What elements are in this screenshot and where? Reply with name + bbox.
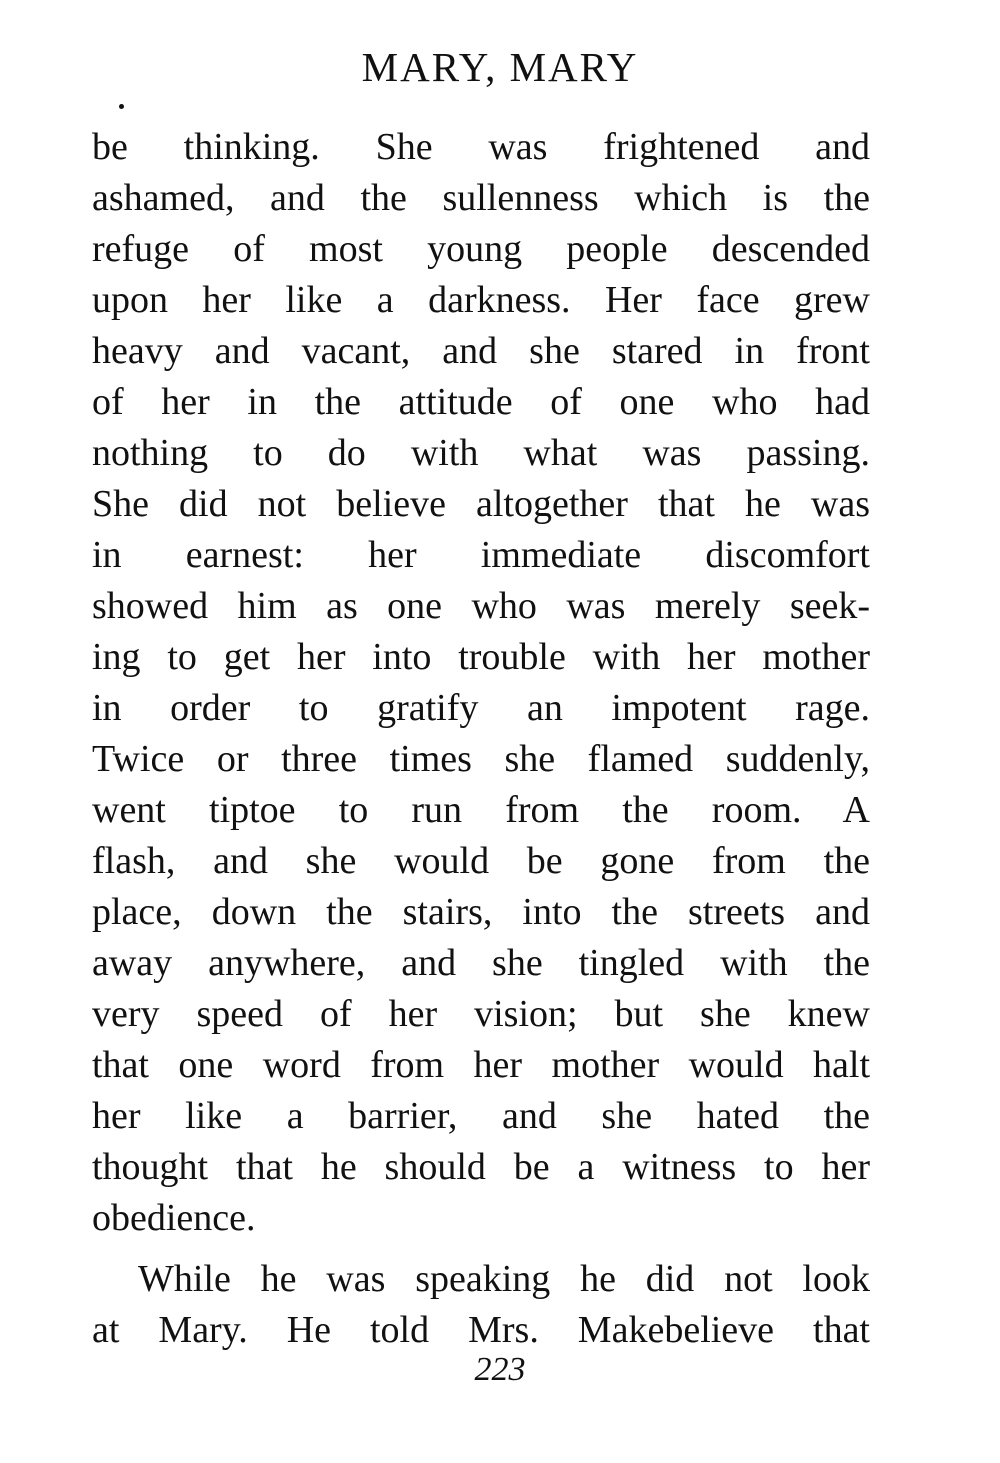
printer-mark (119, 104, 124, 109)
text-line: in earnest: her immediate discomfort (92, 534, 870, 576)
text-line: be thinking. She was frightened and (92, 126, 870, 168)
text-line: very speed of her vision; but she knew (92, 993, 870, 1035)
paragraph-gap (92, 1244, 870, 1254)
text-line: nothing to do with what was passing. (92, 432, 870, 474)
paragraph (92, 1254, 870, 1356)
paragraph (92, 122, 870, 1244)
text-line: that one word from her mother would halt (92, 1044, 870, 1086)
text-line: showed him as one who was merely seek- (92, 585, 870, 627)
text-line: her like a barrier, and she hated the (92, 1095, 870, 1137)
text-line: at Mary. He told Mrs. Makebelieve that (92, 1309, 870, 1351)
text-line: ashamed, and the sullenness which is the (92, 177, 870, 219)
running-title: MARY, MARY (361, 44, 639, 90)
text-line: refuge of most young people descended (92, 228, 870, 270)
text-line: She did not believe altogether that he was (92, 483, 870, 525)
text-line: ing to get her into trouble with her mother (92, 636, 870, 678)
text-line: of her in the attitude of one who had (92, 381, 870, 423)
page-number: 223 (474, 1351, 526, 1388)
text-line: obedience. (92, 1197, 256, 1239)
text-line: While he was speaking he did not look (138, 1258, 870, 1300)
body-text (92, 122, 870, 1356)
text-line: in order to gratify an impotent rage. (92, 687, 870, 729)
text-line: away anywhere, and she tingled with the (92, 942, 870, 984)
text-line: Twice or three times she flamed suddenly, (92, 738, 870, 780)
text-line: upon her like a darkness. Her face grew (92, 279, 870, 321)
text-line: flash, and she would be gone from the (92, 840, 870, 882)
text-line: thought that he should be a witness to her (92, 1146, 870, 1188)
text-line: went tiptoe to run from the room. A (92, 789, 870, 831)
text-line: heavy and vacant, and she stared in front (92, 330, 870, 372)
text-line: place, down the stairs, into the streets and (92, 891, 870, 933)
